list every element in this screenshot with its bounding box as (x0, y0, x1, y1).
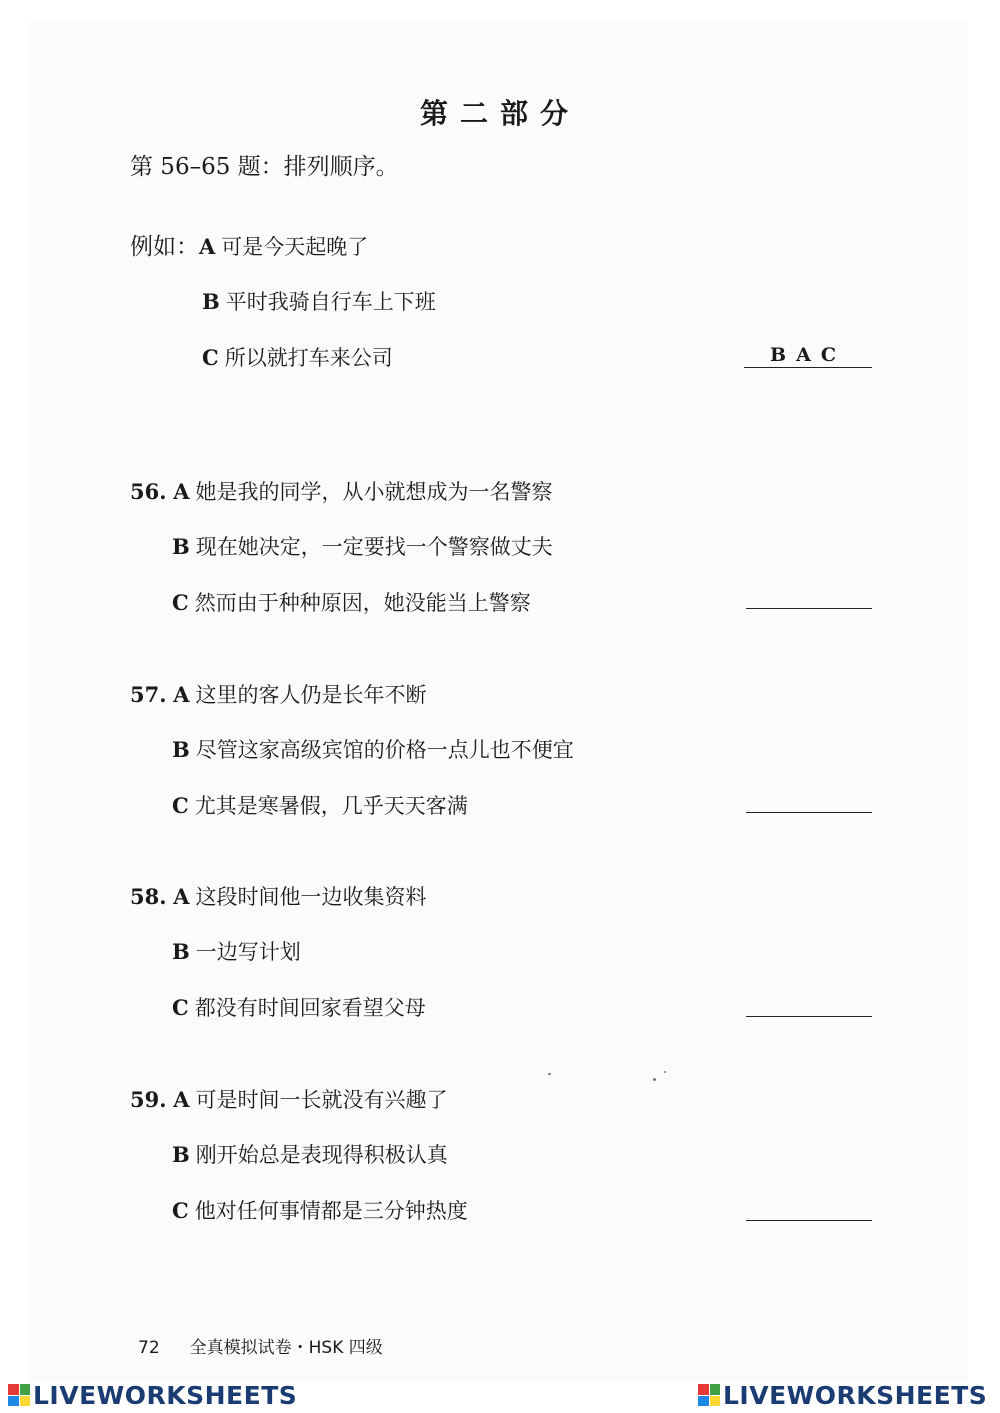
option-text: 他对任何事情都是三分钟热度 (194, 1199, 468, 1223)
question-57-line-c (172, 790, 468, 820)
logo-square (8, 1384, 19, 1395)
question-57-line-b (172, 734, 574, 764)
answer-input-59[interactable] (746, 1196, 872, 1221)
option-letter: A (173, 884, 190, 909)
option-text: 可是时间一长就没有兴趣了 (195, 1088, 448, 1112)
option-letter: A (173, 479, 190, 504)
option-text: 这里的客人仍是长年不断 (195, 683, 427, 707)
answer-input-57[interactable] (746, 788, 872, 813)
question-58-line-b (172, 936, 301, 966)
option-letter: C (172, 995, 189, 1020)
example-line-a (130, 228, 368, 261)
option-letter: C (202, 345, 219, 370)
logo-square (698, 1396, 709, 1407)
option-letter: B (202, 289, 220, 314)
logo-square (710, 1384, 721, 1395)
option-text: 可是今天起晚了 (221, 235, 369, 259)
option-letter: C (172, 793, 189, 818)
option-letter: B (172, 939, 190, 964)
example-answer: BAC (744, 344, 872, 368)
option-letter: A (199, 234, 216, 259)
option-text: 现在她决定，一定要找一个警察做丈夫 (195, 535, 553, 559)
scan-speck (653, 1078, 656, 1081)
option-letter: B (172, 737, 190, 762)
brand-name: LIVEWORKSHEETS (723, 1380, 988, 1410)
option-text: 她是我的同学，从小就想成为一名警察 (195, 480, 553, 504)
question-59-line-b (172, 1139, 448, 1169)
option-text: 一边写计划 (195, 940, 301, 964)
question-number: 57. (130, 682, 167, 707)
example-line-b (202, 286, 436, 316)
question-58-line-a (130, 881, 427, 911)
option-text: 都没有时间回家看望父母 (194, 996, 426, 1020)
option-text: 尽管这家高级宾馆的价格一点儿也不便宜 (195, 738, 574, 762)
option-text: 刚开始总是表现得积极认真 (195, 1143, 448, 1167)
page-number: 72 (138, 1338, 160, 1358)
page-footer (138, 1333, 383, 1358)
logo-square (8, 1396, 19, 1407)
question-56-line-c (172, 587, 531, 617)
example-label: 例如： (130, 234, 199, 260)
liveworksheets-logo-icon (698, 1384, 720, 1406)
section-title: 第二部分 (419, 97, 580, 130)
option-letter: A (173, 682, 190, 707)
option-text: 这段时间他一边收集资料 (195, 885, 427, 909)
option-letter: A (173, 1087, 190, 1112)
question-59-line-c (172, 1195, 468, 1225)
liveworksheets-logo-icon (8, 1384, 30, 1406)
footer-text: 全真模拟试卷・HSK 四级 (189, 1338, 383, 1358)
example-line-c (202, 342, 393, 372)
logo-square (20, 1384, 31, 1395)
logo-square (710, 1396, 721, 1407)
answer-input-56[interactable] (746, 584, 872, 609)
logo-square (20, 1396, 31, 1407)
option-letter: B (172, 1142, 190, 1167)
option-letter: C (172, 1198, 189, 1223)
question-number: 56. (130, 479, 167, 504)
question-58-line-c (172, 992, 426, 1022)
instruction-text: 第 56–65 题：排列顺序。 (130, 154, 399, 180)
question-number: 58. (130, 884, 167, 909)
brand-left (8, 1381, 297, 1409)
scan-speck (548, 1073, 551, 1075)
scan-speck (664, 1071, 666, 1073)
option-text: 尤其是寒暑假，几乎天天客满 (194, 794, 468, 818)
option-letter: C (172, 590, 189, 615)
answer-input-58[interactable] (746, 992, 872, 1017)
brand-right (698, 1381, 987, 1409)
brand-name: LIVEWORKSHEETS (33, 1380, 298, 1410)
question-57-line-a (130, 679, 427, 709)
option-text: 平时我骑自行车上下班 (225, 290, 436, 314)
question-number: 59. (130, 1087, 167, 1112)
question-56-line-b (172, 531, 553, 561)
logo-square (698, 1384, 709, 1395)
option-text: 然而由于种种原因，她没能当上警察 (194, 591, 531, 615)
question-59-line-a (130, 1084, 448, 1114)
question-56-line-a (130, 476, 553, 506)
option-text: 所以就打车来公司 (224, 346, 393, 370)
option-letter: B (172, 534, 190, 559)
